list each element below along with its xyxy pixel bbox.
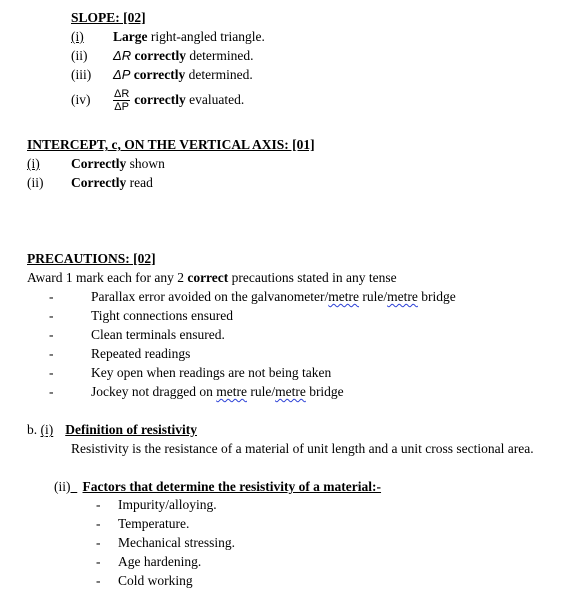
precautions-heading: PRECAUTIONS: [02] bbox=[27, 251, 156, 266]
item-number: (i) bbox=[27, 156, 40, 171]
intercept-item-2: (ii) Correctly read bbox=[27, 175, 153, 190]
slope-heading: SLOPE: [02] bbox=[71, 10, 146, 25]
precaution-item: - Jockey not dragged on metre rule/metre bridge bbox=[49, 384, 344, 399]
item-number: (ii) bbox=[71, 48, 88, 63]
item-number: (ii) bbox=[54, 479, 71, 494]
intercept-item-1: (i) Correctly shown bbox=[27, 156, 165, 171]
precaution-item: - Parallax error avoided on the galvanometer/metre rule/metre bridge bbox=[49, 289, 456, 304]
slope-item-3: (iii) ΔP correctly determined. bbox=[71, 67, 253, 82]
bullet-dash: - bbox=[49, 365, 54, 380]
item-number: (i) bbox=[40, 422, 54, 437]
item-number: (i) bbox=[71, 29, 84, 44]
item-number: (ii) bbox=[27, 175, 44, 190]
factor-item: - Impurity/alloying. bbox=[96, 497, 217, 512]
intercept-heading: INTERCEPT, c, ON THE VERTICAL AXIS: [01] bbox=[27, 137, 315, 152]
precaution-item: - Repeated readings bbox=[49, 346, 191, 361]
bullet-dash: - bbox=[96, 573, 101, 588]
bullet-dash: - bbox=[96, 535, 101, 550]
factor-item: - Temperature. bbox=[96, 516, 190, 531]
factors-line bbox=[54, 479, 381, 495]
slope-item-2: (ii) ΔR correctly determined. bbox=[71, 48, 254, 63]
bullet-dash: - bbox=[49, 384, 54, 399]
factor-item: - Cold working bbox=[96, 573, 193, 588]
bullet-dash: - bbox=[96, 554, 101, 569]
definition-heading: Definition of resistivity bbox=[65, 422, 197, 437]
slope-item-4: (iv) $\frac{\Delta R}{\Delta P}$ correctly evaluated. bbox=[71, 85, 244, 115]
item-number: (iv) bbox=[71, 92, 91, 107]
bullet-dash: - bbox=[49, 308, 54, 323]
factors-heading: Factors that determine the resistivity of a material:- bbox=[82, 479, 382, 494]
part-b-label: b. bbox=[27, 422, 38, 437]
bullet-dash: - bbox=[49, 289, 54, 304]
slope-item-1: (i) Large right-angled triangle. bbox=[71, 29, 265, 44]
precaution-item: - Key open when readings are not being taken bbox=[49, 365, 332, 380]
definition-text: Resistivity is the resistance of a material of unit length and a unit cross sectional area. bbox=[71, 441, 534, 456]
precaution-item: - Tight connections ensured bbox=[49, 308, 233, 323]
bullet-dash: - bbox=[96, 516, 101, 531]
factor-item: - Age hardening. bbox=[96, 554, 202, 569]
precaution-item: - Clean terminals ensured. bbox=[49, 327, 225, 342]
bullet-dash: - bbox=[96, 497, 101, 512]
item-number: (iii) bbox=[71, 67, 92, 82]
bullet-dash: - bbox=[49, 346, 54, 361]
factor-item: - Mechanical stressing. bbox=[96, 535, 235, 550]
part-b-definition-line bbox=[27, 422, 197, 438]
delta-fraction: $\frac{\Delta R}{\Delta P}$ bbox=[114, 88, 130, 114]
precautions-intro: Award 1 mark each for any 2 correct precautions stated in any tense bbox=[27, 270, 397, 285]
bullet-dash: - bbox=[49, 327, 54, 342]
